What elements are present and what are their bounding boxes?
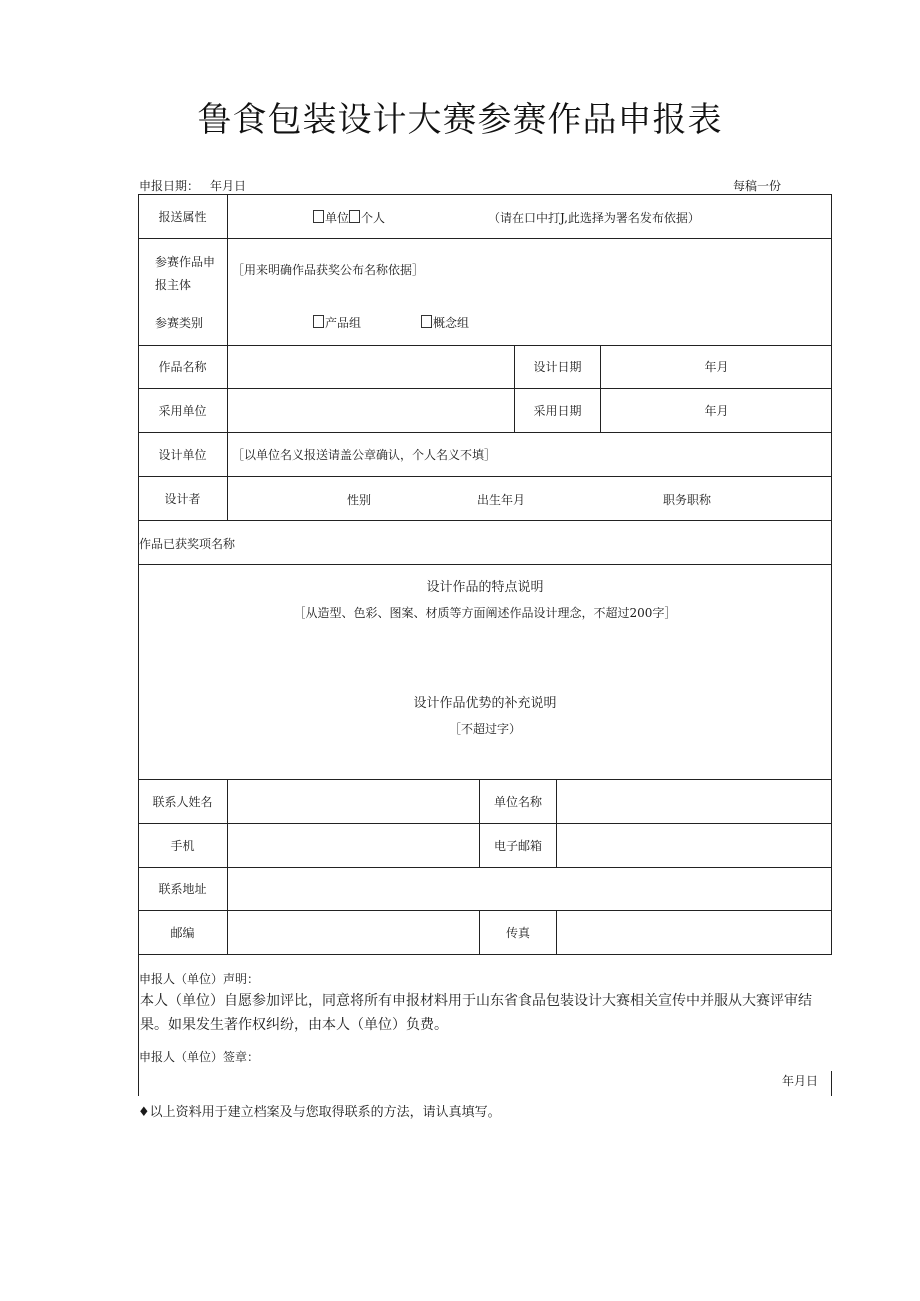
phone-label: 手机 — [170, 838, 195, 853]
declaration-text-line2: 果。如果发生著作权纠纷，由本人（单位）负费。 — [140, 1017, 448, 1033]
zip-label: 邮编 — [170, 925, 195, 940]
design-unit-label: 设计单位 — [158, 447, 207, 462]
designer-birth-label: 出生年月 — [477, 493, 526, 507]
address-input[interactable] — [228, 868, 832, 910]
fax-label: 传真 — [505, 925, 530, 940]
unit-name-label: 单位名称 — [493, 794, 542, 809]
adopt-date-value[interactable]: 年月 — [704, 403, 729, 418]
fax-input[interactable] — [557, 911, 832, 954]
category-label: 参赛类别 — [155, 316, 204, 330]
copies-note: 每稿一份 — [733, 179, 782, 193]
zip-input[interactable] — [228, 911, 479, 954]
email-input[interactable] — [557, 824, 832, 867]
entrant-label-line1: 参赛作品申 — [155, 255, 216, 269]
designer-gender-label: 性别 — [347, 493, 372, 507]
contact-name-input[interactable] — [228, 780, 479, 823]
adopter-label: 采用单位 — [158, 403, 207, 418]
advantages-heading: 设计作品优势的补充说明 — [413, 696, 557, 711]
work-name-label: 作品名称 — [158, 360, 207, 374]
work-name-input[interactable] — [228, 346, 514, 388]
submit-type-option-unit[interactable]: 单位 个人 — [313, 209, 385, 226]
awards-label: 作品已获奖项名称 — [139, 537, 236, 551]
unit-name-input[interactable] — [557, 780, 832, 823]
category-option-concept[interactable]: 概念组 — [421, 314, 469, 331]
form-border-left — [138, 194, 139, 1096]
sign-label: 申报人（单位）签章： — [139, 1050, 260, 1064]
features-heading: 设计作品的特点说明 — [426, 580, 544, 595]
entrant-label-line2: 报主体 — [155, 278, 192, 292]
address-label: 联系地址 — [158, 882, 207, 896]
declaration-text-line1: 本人（单位）自愿参加评比，同意将所有申报材料用于山东省食品包装设计大赛相关宣传中并服从大赛评审结 — [140, 993, 812, 1009]
concept-checkbox[interactable] — [421, 315, 432, 328]
advantages-hint: ［不超过字） — [448, 722, 521, 736]
submit-type-label: 报送属性 — [158, 209, 207, 224]
features-hint: ［从造型、色彩、图案、材质等方面阐述作品设计理念，不超过200字］ — [293, 606, 677, 620]
sign-date[interactable]: 年月日 — [782, 1074, 819, 1088]
person-checkbox[interactable] — [349, 210, 360, 223]
submit-type-hint: （请在口中打J,此选择为署名发布依据） — [488, 211, 700, 225]
application-form — [138, 194, 832, 1096]
category-option-product[interactable]: 产品组 — [313, 314, 361, 331]
apply-date-label: 申报日期： — [139, 179, 200, 193]
entrant-hint: ［用来明确作品获奖公布名称依据］ — [232, 263, 425, 277]
contact-name-label: 联系人姓名 — [152, 794, 213, 809]
design-date-value[interactable]: 年月 — [704, 360, 729, 374]
page-title: 鲁食包装设计大赛参赛作品申报表 — [197, 100, 723, 140]
form-border-top — [138, 194, 832, 195]
designer-title-label: 职务职称 — [663, 493, 712, 507]
declaration-label: 申报人（单位）声明： — [139, 972, 260, 986]
design-unit-hint[interactable]: ［以单位名义报送请盖公章确认，个人名义不填］ — [232, 448, 497, 462]
form-border-right-lower — [831, 1071, 832, 1096]
product-checkbox[interactable] — [313, 315, 324, 328]
unit-checkbox[interactable] — [313, 210, 324, 223]
apply-date-value: 年月日 — [210, 179, 247, 193]
designer-label: 设计者 — [164, 491, 201, 506]
phone-input[interactable] — [228, 824, 479, 867]
design-date-label: 设计日期 — [533, 360, 582, 374]
email-label: 电子邮箱 — [493, 838, 542, 853]
submit-type-option-person: 个人 — [361, 211, 386, 225]
footer-note: ♦以上资料用于建立档案及与您取得联系的方法，请认真填写。 — [138, 1105, 501, 1120]
adopter-input[interactable] — [228, 389, 514, 432]
adopt-date-label: 采用日期 — [533, 403, 582, 418]
